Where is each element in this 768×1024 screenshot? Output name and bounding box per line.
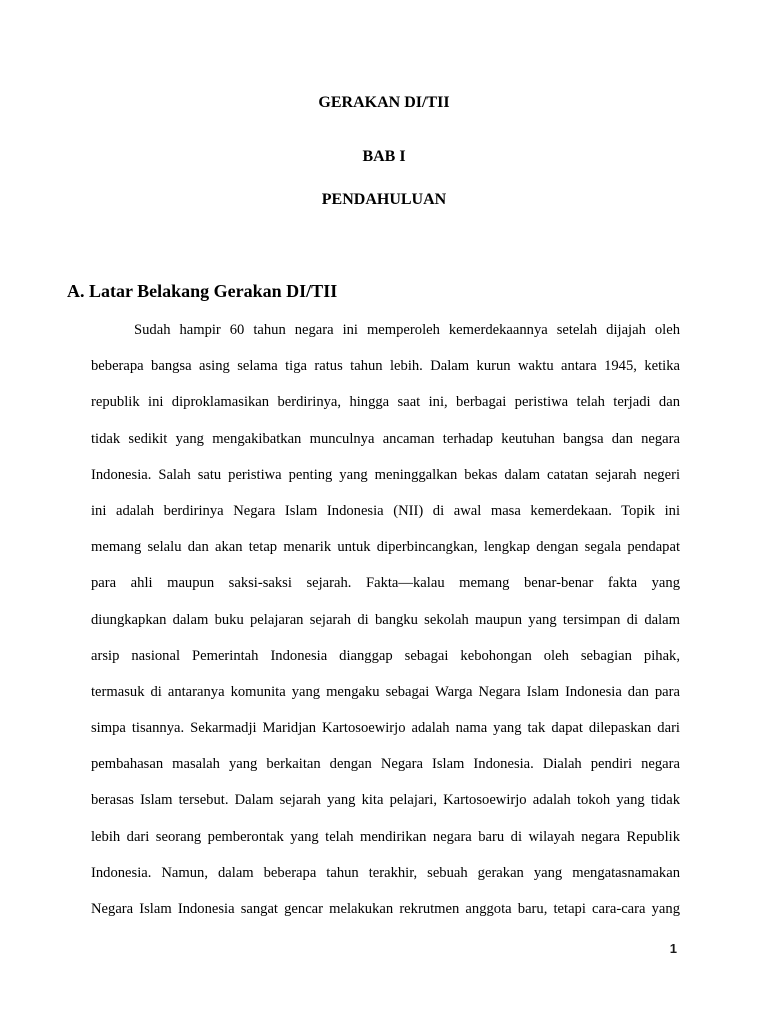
paragraph-line: simpa tisannya. Sekarmadji Maridjan Kartosoewirjo adalah nama yang tak dapat dilepaskan dari (91, 720, 680, 737)
paragraph-line: para ahli maupun saksi-saksi sejarah. Fakta—kalau memang benar-benar fakta yang (91, 575, 680, 592)
paragraph-line: pembahasan masalah yang berkaitan dengan Negara Islam Indonesia. Dialah pendiri negara (91, 756, 680, 773)
document-title: GERAKAN DI/TII (318, 94, 450, 111)
paragraph-line: lebih dari seorang pemberontak yang telah mendirikan negara baru di wilayah negara Republik (91, 828, 680, 845)
paragraph-line: Indonesia. Namun, dalam beberapa tahun terakhir, sebuah gerakan yang mengatasnamakan (91, 864, 680, 881)
paragraph-line: Sudah hampir 60 tahun negara ini memperoleh kemerdekaannya setelah dijajah oleh (134, 322, 680, 338)
paragraph-line: memang selalu dan akan tetap menarik untuk diperbincangkan, lengkap dengan segala pendapat (91, 539, 680, 556)
paragraph-line: Indonesia. Salah satu peristiwa penting yang meninggalkan bekas dalam catatan sejarah negeri (91, 466, 680, 483)
paragraph-line: ini adalah berdirinya Negara Islam Indonesia (NII) di awal masa kemerdekaan. Topik ini (91, 502, 680, 519)
paragraph-line: beberapa bangsa asing selama tiga ratus tahun lebih. Dalam kurun waktu antara 1945, ketika (91, 358, 680, 375)
paragraph-line: diungkapkan dalam buku pelajaran sejarah di bangku sekolah maupun yang tersimpan di dalam (91, 611, 680, 628)
chapter-title: PENDAHULUAN (321, 191, 447, 208)
paragraph-line: Negara Islam Indonesia sangat gencar melakukan rekrutmen anggota baru, tetapi cara-cara yang (91, 901, 680, 917)
paragraph-line: berasas Islam tersebut. Dalam sejarah yang kita pelajari, Kartosoewirjo adalah tokoh yang tidak (91, 792, 680, 809)
paragraph-line: arsip nasional Pemerintah Indonesia dianggap sebagai kebohongan oleh sebagian pihak, (91, 647, 680, 664)
paragraph-line: termasuk di antaranya komunita yang mengaku sebagai Warga Negara Islam Indonesia dan para (91, 683, 680, 700)
paragraph-line: tidak sedikit yang mengakibatkan munculnya ancaman terhadap keutuhan bangsa dan negara (91, 430, 680, 447)
chapter-label: BAB I (362, 148, 406, 165)
page-number: 1 (669, 941, 677, 956)
section-heading: A. Latar Belakang Gerakan DI/TII (67, 281, 338, 301)
paragraph-line: republik ini diproklamasikan berdirinya, hingga saat ini, berbagai peristiwa telah terjadi dan (91, 394, 680, 411)
body-paragraph (91, 320, 680, 935)
